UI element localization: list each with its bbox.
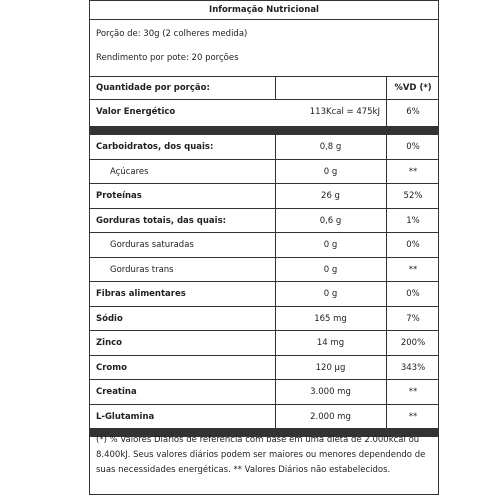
column-divider xyxy=(386,76,387,126)
nutrient-name: Gorduras totais, das quais: xyxy=(96,215,227,226)
nutrient-quantity: 0 g xyxy=(323,240,338,250)
column-divider xyxy=(275,76,276,99)
nutrient-vd: 1% xyxy=(406,215,420,226)
nutrient-quantity: 26 g xyxy=(321,191,340,201)
nutrient-name: Sódio xyxy=(96,313,123,324)
nutrient-name: Zinco xyxy=(96,338,123,348)
nutrient-quantity: 0 g xyxy=(323,166,338,177)
nutrient-name: L-Glutamina xyxy=(96,411,155,422)
nutrient-vd: ** xyxy=(408,166,418,177)
nutrient-vd: 0% xyxy=(406,240,420,250)
serving-size: Porção de: 30g (2 colheres medida) xyxy=(96,29,248,39)
nutrient-vd: 6% xyxy=(406,107,420,117)
label-title: Informação Nutricional xyxy=(209,5,319,15)
nutrient-quantity: 0 g xyxy=(323,264,338,275)
nutrient-vd: ** xyxy=(408,387,418,397)
nutrient-vd: 7% xyxy=(406,313,420,324)
quantity-header: Quantidade por porção: xyxy=(96,83,210,93)
column-divider xyxy=(386,135,387,429)
nutrient-vd: ** xyxy=(408,411,418,422)
servings-per-container: Rendimento por pote: 20 porções xyxy=(96,53,239,63)
nutrition-facts-label xyxy=(89,0,439,495)
nutrient-quantity: 0,8 g xyxy=(319,142,342,152)
nutrient-vd: 0% xyxy=(406,142,420,152)
nutrient-quantity: 2.000 mg xyxy=(310,411,351,422)
nutrient-name: Gorduras saturadas xyxy=(110,240,194,250)
nutrient-vd: 0% xyxy=(406,289,420,299)
nutrient-name: Cromo xyxy=(96,362,127,373)
nutrient-quantity: 120 µg xyxy=(315,362,346,373)
nutrient-vd: 200% xyxy=(400,338,426,348)
nutrient-name: Valor Energético xyxy=(96,107,176,117)
footnote: (*) % Valores Diários de referência com base em uma dieta de 2.000kcal ou 8.400kJ. Seus valores diários podem ser maiores ou menores dependendo de suas necessidades energéticas. ** Valores Diários não estabelecidos. xyxy=(96,435,426,475)
nutrient-name: Creatina xyxy=(96,387,137,397)
nutrient-vd: ** xyxy=(408,264,418,275)
nutrient-quantity: 3.000 mg xyxy=(310,387,351,397)
nutrient-name: Gorduras trans xyxy=(110,264,174,275)
nutrient-quantity: 14 mg xyxy=(316,338,345,348)
column-divider xyxy=(275,135,276,429)
nutrient-name: Fibras alimentares xyxy=(96,289,186,299)
nutrient-quantity: 165 mg xyxy=(314,313,347,324)
nutrient-quantity: 113Kcal = 475kJ xyxy=(309,107,380,117)
nutrient-name: Açúcares xyxy=(110,166,149,177)
nutrient-vd: 343% xyxy=(400,362,426,373)
thick-divider xyxy=(90,126,438,135)
vd-header: %VD (*) xyxy=(394,83,432,93)
nutrient-vd: 52% xyxy=(403,191,423,201)
nutrient-name: Carboidratos, dos quais: xyxy=(96,142,214,152)
nutrient-name: Proteínas xyxy=(96,191,142,201)
nutrient-quantity: 0 g xyxy=(323,289,338,299)
nutrient-quantity: 0,6 g xyxy=(319,215,342,226)
divider xyxy=(90,19,438,20)
